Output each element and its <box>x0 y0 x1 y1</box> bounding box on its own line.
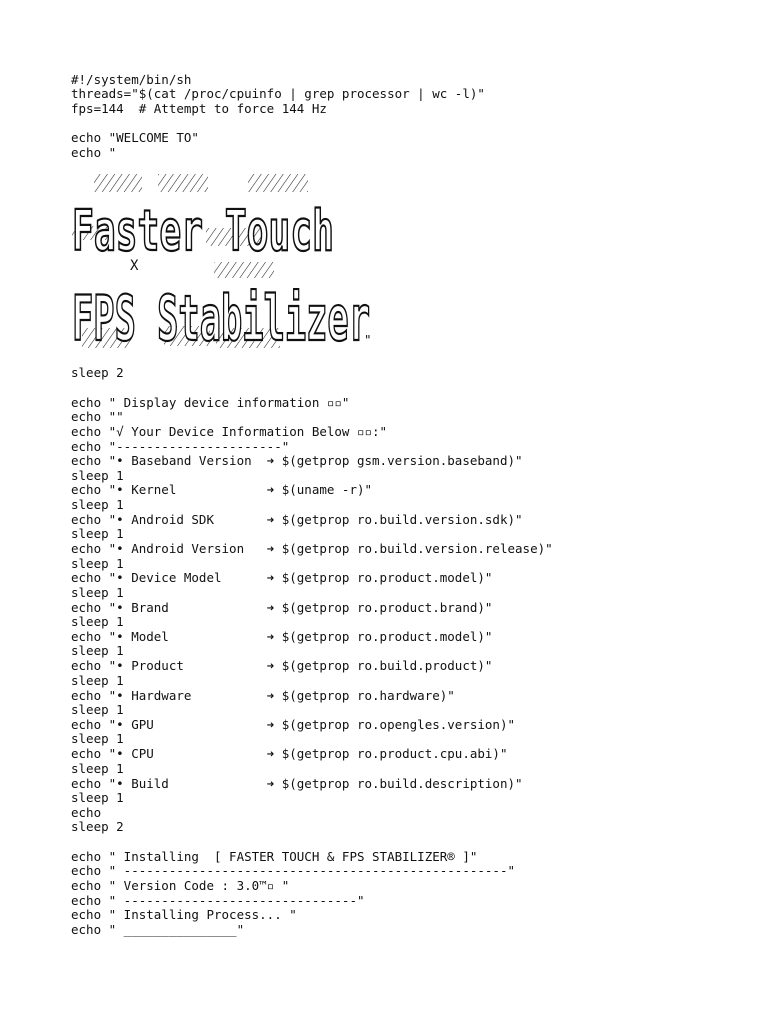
echo-baseband-line: echo "• Baseband Version ➜ $(getprop gsm.version.baseband)" <box>71 453 523 468</box>
sleep-line: sleep 1 <box>71 731 124 746</box>
echo-installing-title-line: echo " Installing [ FASTER TOUCH & FPS STABILIZER® ]" <box>71 849 478 864</box>
sleep-line: sleep 1 <box>71 526 124 541</box>
sleep-line: sleep 1 <box>71 702 124 717</box>
sleep-line: sleep 1 <box>71 673 124 688</box>
echo-divider-line: echo "----------------------" <box>71 439 290 454</box>
art-title-line1-inner: Faster Touch <box>72 199 334 264</box>
sleep-line: sleep 2 <box>71 365 124 380</box>
echo-long-divider-line: echo " ---------------------------------------------------" <box>71 863 516 878</box>
art-close-quote: " <box>364 332 372 347</box>
faster-touch-fps-stabilizer-ascii-art <box>66 170 378 355</box>
echo-hardware-line: echo "• Hardware ➜ $(getprop ro.hardware)" <box>71 688 455 703</box>
echo-build-line: echo "• Build ➜ $(getprop ro.build.description)" <box>71 776 523 791</box>
sleep-line: sleep 2 <box>71 819 124 834</box>
shebang-line: #!/system/bin/sh <box>71 72 192 87</box>
art-title-line2: FPS Stabilizer <box>72 282 370 355</box>
fps-line: fps=144 # Attempt to force 144 Hz <box>71 101 327 116</box>
art-title-line2-inner: FPS Stabilizer <box>72 282 370 355</box>
echo-android-sdk-line: echo "• Android SDK ➜ $(getprop ro.build.version.sdk)" <box>71 512 523 527</box>
sleep-line: sleep 1 <box>71 468 124 483</box>
echo-cpu-line: echo "• CPU ➜ $(getprop ro.product.cpu.abi)" <box>71 746 508 761</box>
echo-display-info-line: echo " Display device information ▫▫" <box>71 395 350 410</box>
echo-underscore-line: echo " _______________" <box>71 922 245 937</box>
sleep-line: sleep 1 <box>71 585 124 600</box>
echo-short-divider-line: echo " -------------------------------" <box>71 893 365 908</box>
sleep-line: sleep 1 <box>71 614 124 629</box>
echo-android-version-line: echo "• Android Version ➜ $(getprop ro.build.version.release)" <box>71 541 553 556</box>
sleep-line: sleep 1 <box>71 497 124 512</box>
echo-model-line: echo "• Model ➜ $(getprop ro.product.model)" <box>71 629 493 644</box>
echo-version-code-line: echo " Version Code : 3.0™▫ " <box>71 878 290 893</box>
echo-gpu-line: echo "• GPU ➜ $(getprop ro.opengles.version)" <box>71 717 516 732</box>
art-title-line1: Faster Touch <box>72 199 334 264</box>
echo-blank-line: echo <box>71 805 102 820</box>
sleep-line: sleep 1 <box>71 643 124 658</box>
echo-open-line: echo " <box>71 145 117 160</box>
sleep-line: sleep 1 <box>71 790 124 805</box>
threads-line: threads="$(cat /proc/cpuinfo | grep processor | wc -l)" <box>71 86 485 101</box>
sleep-line: sleep 1 <box>71 556 124 571</box>
echo-device-info-line: echo "√ Your Device Information Below ▫▫:" <box>71 424 388 439</box>
art-x-mark: X <box>130 258 139 274</box>
echo-product-line: echo "• Product ➜ $(getprop ro.build.product)" <box>71 658 493 673</box>
echo-device-model-line: echo "• Device Model ➜ $(getprop ro.product.model)" <box>71 570 493 585</box>
echo-installing-process-line: echo " Installing Process... " <box>71 907 297 922</box>
echo-empty-line: echo "" <box>71 409 124 424</box>
echo-brand-line: echo "• Brand ➜ $(getprop ro.product.brand)" <box>71 600 493 615</box>
echo-kernel-line: echo "• Kernel ➜ $(uname -r)" <box>71 482 373 497</box>
sleep-line: sleep 1 <box>71 761 124 776</box>
echo-welcome-line: echo "WELCOME TO" <box>71 130 199 145</box>
